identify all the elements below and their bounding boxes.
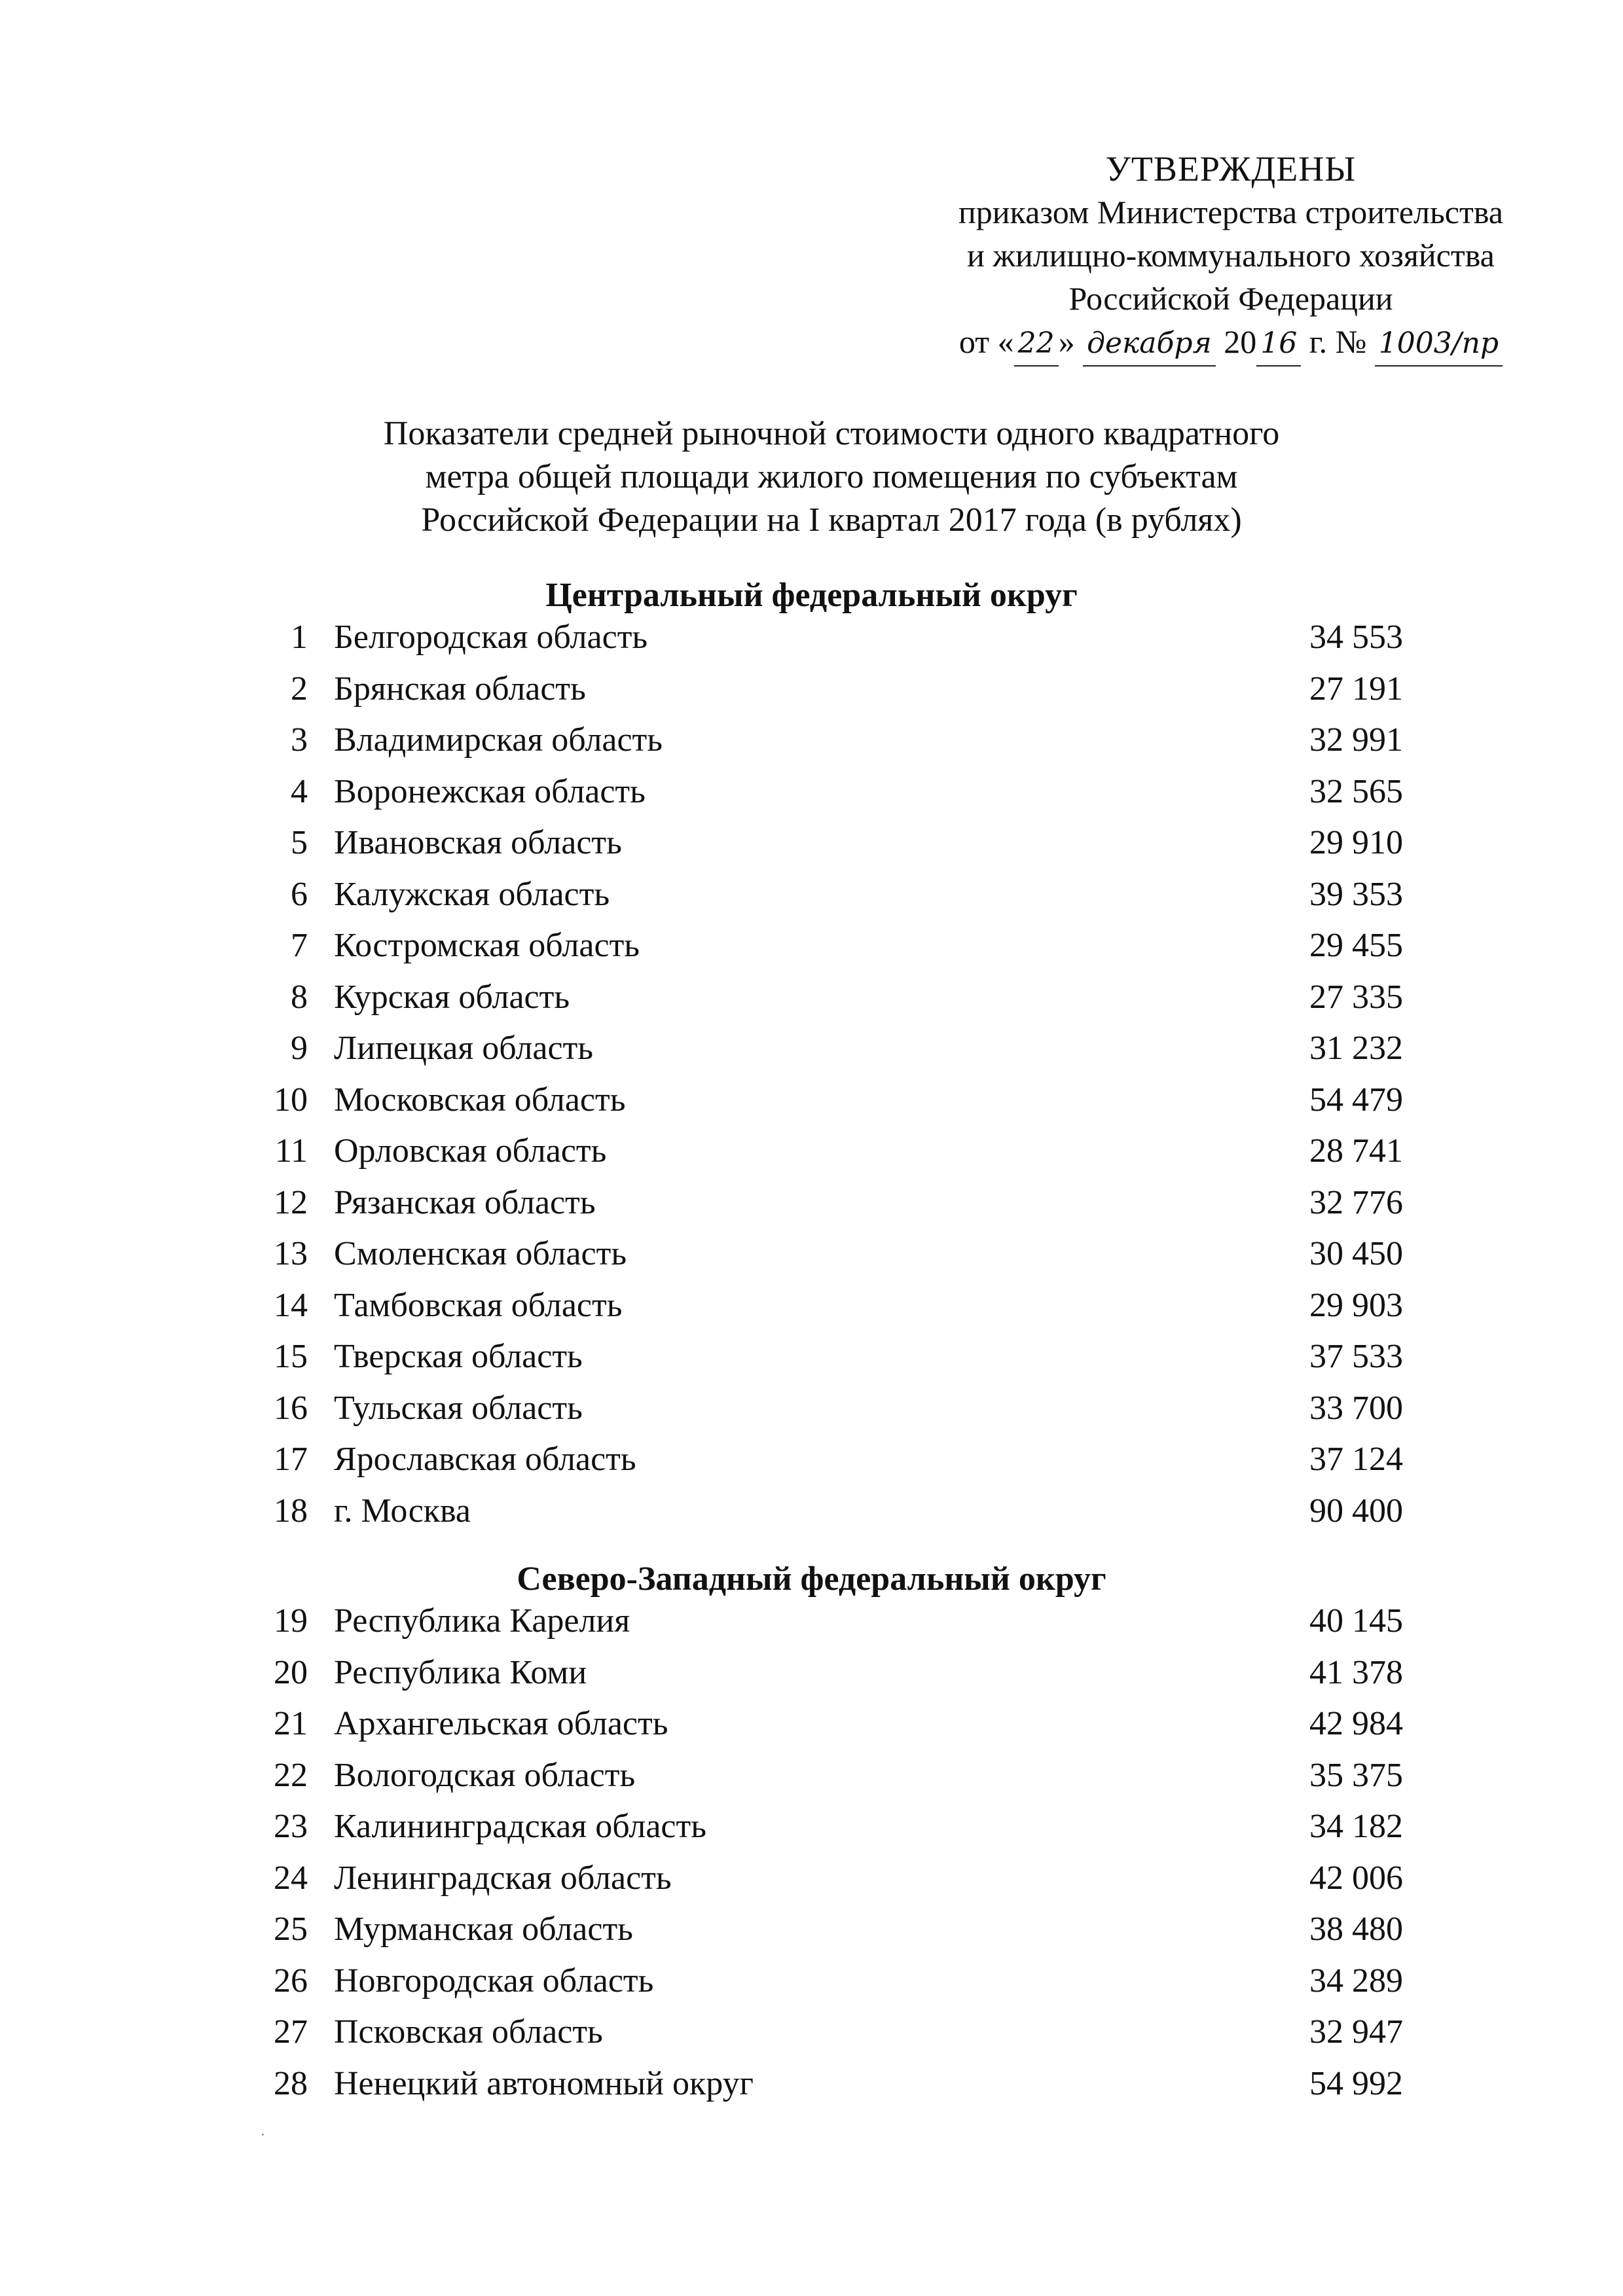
table-row [249,766,1440,817]
row-number: 8 [291,978,308,1016]
table-row [249,1229,1440,1280]
row-number: 22 [274,1757,308,1794]
price-value: 34 182 [1309,1808,1403,1845]
heading-line-1: Показатели средней рыночной стоимости одного квадратного [383,415,1280,452]
price-value: 54 992 [1309,2065,1403,2102]
price-value: 27 191 [1309,670,1403,708]
table-row [249,1075,1440,1126]
price-value: 38 480 [1309,1910,1403,1948]
region-name: Ненецкий автономный округ [334,2065,754,2102]
region-name: Тверская область [334,1338,583,1375]
table-row [249,612,1440,663]
price-value: 40 145 [1309,1602,1403,1640]
row-number: 14 [274,1287,308,1324]
region-name: Владимирская область [334,721,663,759]
table-row [249,1647,1440,1698]
row-number: 16 [274,1390,308,1427]
region-name: Костромская область [334,927,640,964]
price-value: 29 903 [1309,1287,1403,1324]
district-heading: Центральный федеральный округ [545,577,1078,614]
table-row [249,1853,1440,1904]
price-value: 29 455 [1309,927,1403,964]
region-name: Курская область [334,978,570,1016]
table-row [249,1126,1440,1177]
region-name: Новгородская область [334,1962,654,2000]
region-name: Тульская область [334,1390,583,1427]
row-number: 1 [291,619,308,656]
order-year-prefix: 20 [1215,323,1257,360]
approval-line-1: приказом Министерства строительства [958,194,1503,230]
table-row [249,1750,1440,1801]
region-name: г. Москва [334,1492,471,1530]
table-row [249,972,1440,1023]
price-value: 42 984 [1309,1705,1403,1742]
region-name: Брянская область [334,670,586,708]
price-value: 32 776 [1309,1184,1403,1221]
table-row [249,1698,1440,1749]
region-name: Рязанская область [334,1184,596,1221]
document-heading [367,412,1296,542]
price-value: 34 289 [1309,1962,1403,2000]
scan-speck [262,2134,264,2136]
row-number: 26 [274,1962,308,2000]
region-name: Липецкая область [334,1030,594,1067]
region-name: Воронежская область [334,773,646,810]
heading-line-3: Российской Федерации на I квартал 2017 года (в рублях) [421,501,1242,539]
region-name: Ивановская область [334,824,622,861]
price-value: 33 700 [1309,1390,1403,1427]
row-number: 27 [274,2013,308,2051]
table-row [249,2007,1440,2058]
table-row [249,1177,1440,1229]
row-number: 28 [274,2065,308,2102]
region-name: Республика Коми [334,1654,587,1691]
row-number: 4 [291,773,308,810]
price-value: 54 479 [1309,1081,1403,1119]
price-value: 90 400 [1309,1492,1403,1530]
row-number: 2 [291,670,308,708]
price-value: 31 232 [1309,1030,1403,1067]
region-name: Московская область [334,1081,626,1119]
row-number: 3 [291,721,308,759]
table-row [249,664,1440,715]
row-number: 25 [274,1910,308,1948]
table-row [249,1486,1440,1537]
row-number: 12 [274,1184,308,1221]
row-number: 6 [291,876,308,913]
price-value: 39 353 [1309,876,1403,913]
price-value: 34 553 [1309,619,1403,656]
price-value: 37 533 [1309,1338,1403,1375]
row-number: 24 [274,1859,308,1897]
order-quote-close: » [1058,323,1084,360]
region-name: Орловская область [334,1132,607,1170]
order-g: г. № [1301,323,1375,360]
region-name: Республика Карелия [334,1602,630,1640]
district-heading: Северо-Западный федеральный округ [517,1560,1106,1598]
order-line [903,320,1558,367]
approval-line-3: Российской Федерации [1068,280,1393,317]
price-value: 41 378 [1309,1654,1403,1691]
table-row [249,1434,1440,1485]
table-row [249,2058,1440,2109]
approval-line-2: и жилищно-коммунального хозяйства [967,237,1495,274]
row-number: 15 [274,1338,308,1375]
order-day: 22 [1014,322,1059,367]
table-row [249,715,1440,766]
approval-title: УТВЕРЖДЕНЫ [1105,149,1357,188]
row-number: 9 [291,1030,308,1067]
row-number: 10 [274,1081,308,1119]
price-value: 28 741 [1309,1132,1403,1170]
table-row [249,1331,1440,1382]
row-number: 21 [274,1705,308,1742]
approval-block [903,147,1558,367]
order-year-suffix: 16 [1256,322,1301,367]
region-name: Ярославская область [334,1441,636,1478]
order-prefix: от « [958,323,1014,360]
row-number: 20 [274,1654,308,1691]
region-name: Смоленская область [334,1235,627,1272]
table-row [249,1383,1440,1434]
price-value: 32 565 [1309,773,1403,810]
table-row [249,1801,1440,1852]
price-value: 37 124 [1309,1441,1403,1478]
region-name: Тамбовская область [334,1287,623,1324]
region-name: Калининградская область [334,1808,706,1845]
table-row [249,1956,1440,2007]
price-value: 32 991 [1309,721,1403,759]
table-row [249,1904,1440,1955]
row-number: 7 [291,927,308,964]
row-number: 18 [274,1492,308,1530]
heading-line-2: метра общей площади жилого помещения по субъектам [425,458,1238,495]
table-row [249,869,1440,920]
price-value: 29 910 [1309,824,1403,861]
row-number: 13 [274,1235,308,1272]
row-number: 19 [274,1602,308,1640]
region-name: Псковская область [334,2013,603,2051]
region-name: Архангельская область [334,1705,668,1742]
region-name: Вологодская область [334,1757,636,1794]
price-value: 35 375 [1309,1757,1403,1794]
price-value: 30 450 [1309,1235,1403,1272]
table-row [249,1280,1440,1331]
price-value: 32 947 [1309,2013,1403,2051]
region-name: Ленинградская область [334,1859,672,1897]
table-row [249,817,1440,869]
region-name: Белгородская область [334,619,648,656]
table-row [249,1596,1440,1647]
table-row [249,1023,1440,1074]
order-number: 1003/пр [1375,322,1503,367]
region-name: Мурманская область [334,1910,633,1948]
row-number: 23 [274,1808,308,1845]
price-value: 42 006 [1309,1859,1403,1897]
row-number: 17 [274,1441,308,1478]
order-month: декабря [1083,322,1216,367]
row-number: 5 [291,824,308,861]
region-name: Калужская область [334,876,610,913]
table-row [249,920,1440,971]
price-value: 27 335 [1309,978,1403,1016]
row-number: 11 [274,1132,308,1170]
